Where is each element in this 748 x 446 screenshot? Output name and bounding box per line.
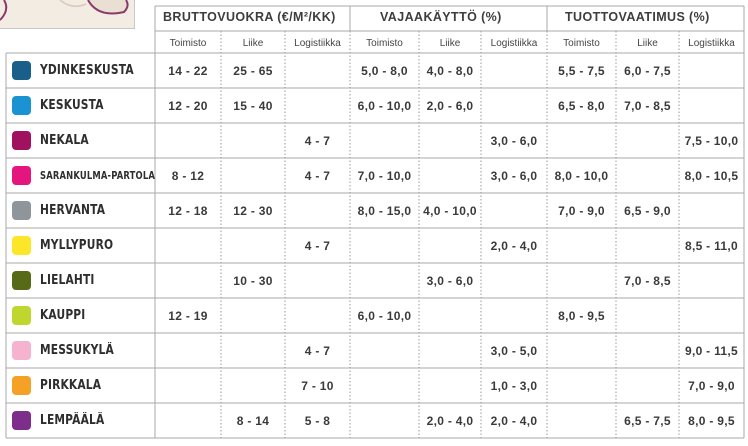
table-cell: 7,0 - 8,5	[624, 273, 671, 288]
table-cell	[547, 263, 616, 298]
table-cell	[350, 228, 419, 263]
table-cell: 6,5 - 8,0	[558, 98, 605, 113]
table-cell	[679, 53, 744, 88]
table-cell	[221, 298, 285, 333]
area-color-swatch	[12, 341, 31, 360]
table-cell: 7,0 - 9,0	[688, 378, 735, 393]
table-cell: 6,5 - 9,0	[624, 203, 671, 218]
table-cell	[547, 368, 616, 403]
table-cell	[481, 193, 547, 228]
table-cell	[419, 368, 481, 403]
table-cell: 8,0 - 9,5	[688, 413, 735, 428]
table-cell	[481, 53, 547, 88]
table-cell: 2,0 - 4,0	[490, 413, 538, 428]
table-cell: 12 - 19	[168, 308, 208, 323]
column-subheader: Toimisto	[366, 37, 403, 49]
area-name-cell	[6, 123, 153, 158]
table-cell: 12 - 20	[168, 98, 208, 113]
table-cell: 8,0 - 10,0	[554, 168, 609, 183]
area-name-cell	[6, 368, 153, 403]
area-color-swatch	[12, 61, 31, 80]
area-name-label: YDINKESKUSTA	[40, 63, 134, 78]
area-name-cell	[6, 298, 153, 333]
area-color-swatch	[12, 166, 31, 185]
table-cell	[285, 88, 350, 123]
table-cell: 8,0 - 10,5	[684, 168, 739, 183]
column-subheader: Liike	[439, 37, 461, 49]
table-cell	[547, 333, 616, 368]
table-cell	[419, 298, 481, 333]
area-name-cell	[6, 228, 153, 263]
area-name-label: MYLLYPURO	[40, 238, 114, 253]
area-color-swatch	[12, 96, 31, 115]
table-cell	[221, 228, 285, 263]
table-cell: 7,5 - 10,0	[684, 133, 739, 148]
table-cell: 1,0 - 3,0	[490, 378, 538, 393]
table-cell	[350, 123, 419, 158]
table-cell	[547, 403, 616, 438]
table-cell: 5 - 8	[304, 413, 331, 428]
area-name-cell	[6, 158, 156, 193]
area-name-cell	[6, 193, 153, 228]
table-cell: 15 - 40	[233, 98, 273, 113]
table-cell: 12 - 18	[168, 203, 208, 218]
table-cell: 10 - 30	[233, 273, 273, 288]
column-subheader: Toimisto	[169, 37, 207, 49]
area-name-cell	[6, 403, 153, 438]
table-cell	[419, 123, 481, 158]
table-cell	[155, 368, 221, 403]
table-cell	[547, 228, 616, 263]
area-name-label: KAUPPI	[40, 308, 86, 323]
table-cell: 4,0 - 8,0	[426, 63, 474, 78]
table-cell	[419, 333, 481, 368]
table-cell: 2,0 - 4,0	[490, 238, 538, 253]
table-cell: 8,0 - 15,0	[357, 203, 412, 218]
group-header-rent: BRUTTOVUOKRA (€/M²/KK)	[163, 10, 336, 24]
table-cell: 3,0 - 6,0	[490, 168, 538, 183]
table-cell: 25 - 65	[233, 63, 273, 78]
table-cell	[679, 88, 744, 123]
table-cell: 6,5 - 7,5	[624, 413, 671, 428]
column-subheader: Liike	[637, 37, 658, 49]
table-cell	[616, 158, 679, 193]
column-subheader: Liike	[242, 37, 264, 49]
area-name-label: SARANKULMA-PARTOLA	[40, 169, 156, 182]
table-cell	[679, 193, 744, 228]
table-cell	[155, 403, 221, 438]
table-cell	[350, 263, 419, 298]
area-name-label: PIRKKALA	[40, 378, 102, 393]
table-cell: 8 - 14	[236, 413, 270, 428]
table-cell: 5,0 - 8,0	[361, 63, 408, 78]
table-cell: 8 - 12	[171, 168, 205, 183]
area-name-cell	[6, 53, 153, 88]
table-cell: 8,5 - 11,0	[684, 238, 739, 253]
area-color-swatch	[12, 271, 31, 290]
table-cell	[221, 333, 285, 368]
group-header-yield: TUOTTOVAATIMUS (%)	[565, 10, 710, 24]
area-name-label: HERVANTA	[40, 203, 106, 218]
table-cell	[350, 403, 419, 438]
table-cell: 6,0 - 10,0	[357, 98, 412, 113]
table-cell	[481, 298, 547, 333]
area-color-swatch	[12, 201, 31, 220]
table-cell	[679, 298, 744, 333]
table-cell: 3,0 - 6,0	[490, 133, 538, 148]
table-cell	[221, 123, 285, 158]
table-cell	[616, 228, 679, 263]
table-cell	[221, 368, 285, 403]
table-cell	[481, 88, 547, 123]
table-cell: 4 - 7	[304, 168, 331, 183]
column-subheader: Logistiikka	[688, 37, 735, 49]
table-cell: 8,0 - 9,5	[558, 308, 605, 323]
area-color-swatch	[12, 376, 31, 395]
table-cell	[616, 333, 679, 368]
column-subheader: Toimisto	[563, 37, 600, 49]
table-cell: 7,0 - 8,5	[624, 98, 671, 113]
table-cell: 4 - 7	[304, 133, 331, 148]
area-color-swatch	[12, 411, 31, 430]
area-color-swatch	[12, 306, 31, 325]
area-name-cell	[6, 333, 153, 368]
area-name-label: LIELAHTI	[40, 273, 95, 288]
table-cell	[616, 298, 679, 333]
table-cell	[155, 228, 221, 263]
table-cell: 6,0 - 10,0	[357, 308, 412, 323]
table-cell: 7,0 - 9,0	[558, 203, 605, 218]
table-cell	[350, 368, 419, 403]
table-cell	[155, 333, 221, 368]
table-cell	[481, 263, 547, 298]
table-cell	[155, 263, 221, 298]
group-header-vacancy: VAJAAKÄYTTÖ (%)	[380, 10, 502, 24]
table-cell: 6,0 - 7,5	[624, 63, 671, 78]
area-color-swatch	[12, 131, 31, 150]
column-subheader: Logistiikka	[490, 37, 538, 49]
table-cell	[616, 368, 679, 403]
table-cell: 3,0 - 6,0	[426, 273, 474, 288]
area-name-cell	[6, 263, 153, 298]
table-cell: 2,0 - 6,0	[426, 98, 474, 113]
table-cell	[547, 123, 616, 158]
table-cell: 9,0 - 11,5	[684, 343, 739, 358]
table-cell: 5,5 - 7,5	[558, 63, 605, 78]
table-cell: 2,0 - 4,0	[426, 413, 474, 428]
table-cell	[419, 158, 481, 193]
table-cell	[285, 193, 350, 228]
table-cell: 4 - 7	[304, 238, 331, 253]
table-cell: 3,0 - 5,0	[490, 343, 538, 358]
area-name-label: KESKUSTA	[40, 98, 104, 113]
table-cell: 12 - 30	[233, 203, 273, 218]
table-cell	[285, 263, 350, 298]
table-cell	[616, 123, 679, 158]
table-cell	[350, 333, 419, 368]
table-cell	[155, 123, 221, 158]
table-cell	[285, 53, 350, 88]
area-color-swatch	[12, 236, 31, 255]
area-name-label: NEKALA	[40, 133, 89, 148]
area-name-cell	[6, 88, 153, 123]
table-cell: 7 - 10	[301, 378, 334, 393]
table-cell	[419, 228, 481, 263]
table-cell: 7,0 - 10,0	[357, 168, 412, 183]
table-cell: 14 - 22	[168, 63, 208, 78]
table-cell	[285, 298, 350, 333]
area-name-label: MESSUKYLÄ	[40, 343, 114, 358]
column-subheader: Logistiikka	[294, 37, 341, 49]
area-name-label: LEMPÄÄLÄ	[40, 413, 105, 428]
table-cell: 4,0 - 10,0	[423, 203, 477, 218]
table-cell: 4 - 7	[304, 343, 331, 358]
table-cell	[679, 263, 744, 298]
table-cell	[221, 158, 285, 193]
